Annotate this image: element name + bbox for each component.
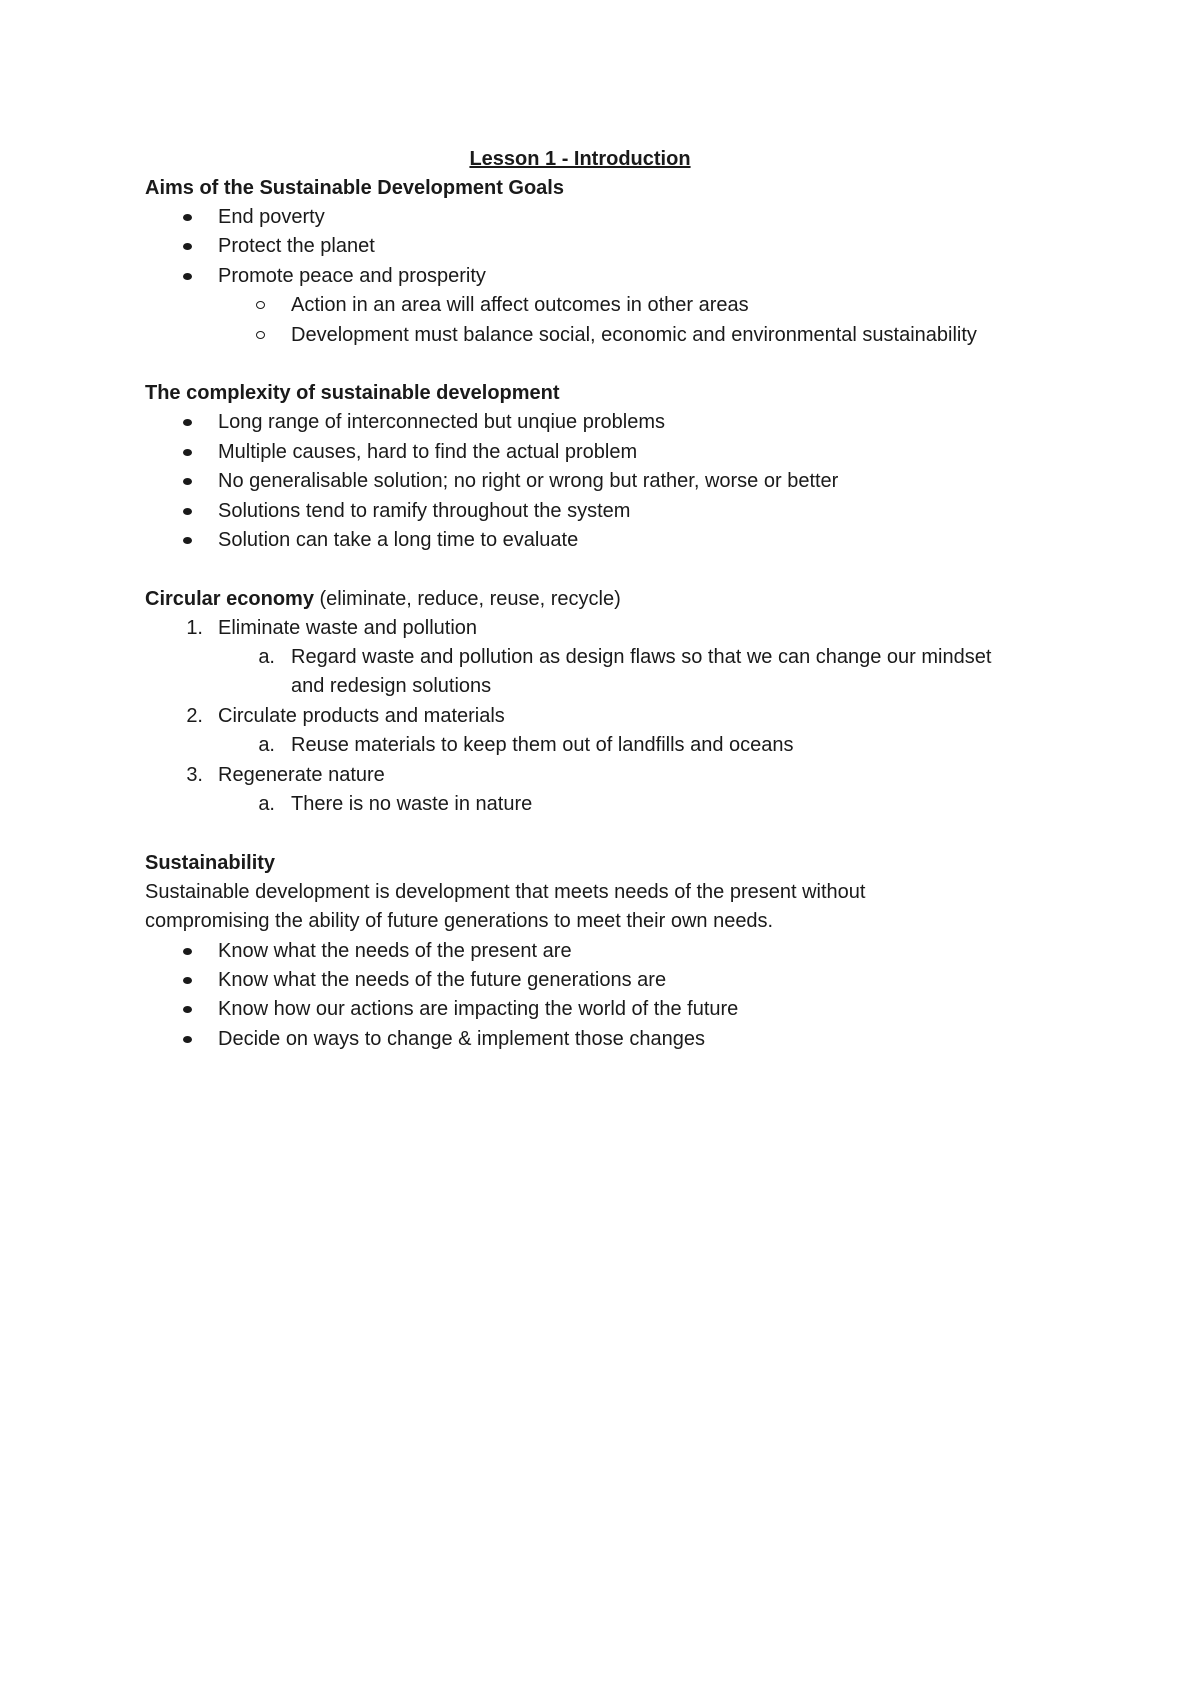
spacer [145,555,1065,584]
sub-list-item-text: Development must balance social, economic and environmental sustainability [291,323,977,346]
bullet-icon [183,243,192,250]
list-item-text: Multiple causes, hard to find the actual problem [218,440,638,463]
hollow-bullet-icon [256,301,265,309]
list-item [145,203,1065,232]
bullet-icon [183,1006,192,1013]
list-letter: a. [258,793,275,816]
list-item [145,1025,1065,1054]
list-item [145,408,1065,437]
bullet-icon [183,214,192,221]
list-item [145,526,1065,555]
section-heading-circular-economy [145,585,1065,614]
section-heading-sustainability: Sustainability [145,851,276,874]
list-item-text: Solutions tend to ramify throughout the system [218,499,631,522]
list-item [145,995,1065,1024]
list-number: 1. [186,616,203,639]
list-item-text: Circulate products and materials [218,704,505,727]
list-number: 2. [186,704,203,727]
sub-list-item-text: Action in an area will affect outcomes in other areas [291,294,749,317]
list-item [145,497,1065,526]
sub-list-item-text: Regard waste and pollution as design flaws so that we can change our mindset and redesign solutions [291,646,992,698]
list-item-text: Long range of interconnected but unqiue problems [218,411,665,434]
list-item-text: No generalisable solution; no right or wrong but rather, worse or better [218,470,839,493]
section-heading-note: (eliminate, reduce, reuse, recycle) [319,587,621,610]
bullet-icon [183,449,192,456]
page-title: Lesson 1 - Introduction [469,148,691,170]
lettered-sub-item [145,731,1065,760]
list-item [145,232,1065,261]
bullet-icon [183,508,192,515]
sub-list-item [145,291,1065,320]
section-heading-text: Circular economy [145,587,314,610]
list-item [145,937,1065,966]
document-page [145,144,1065,1054]
bullet-icon [183,537,192,544]
list-item [145,467,1065,496]
numbered-list-item [145,702,1065,731]
lettered-sub-item [145,790,1065,819]
list-item-text: Solution can take a long time to evaluate [218,528,579,551]
list-number: 3. [186,763,203,786]
sub-list-item-text: There is no waste in nature [291,793,533,816]
numbered-list-item [145,761,1065,790]
spacer [145,350,1065,379]
bullet-icon [183,478,192,485]
section-heading-complexity: The complexity of sustainable development [145,382,560,405]
list-item-text: Regenerate nature [218,763,385,786]
list-item [145,438,1065,467]
list-item-text: Eliminate waste and pollution [218,616,478,639]
list-item [145,966,1065,995]
list-item-text: End poverty [218,206,325,228]
list-item-text: Promote peace and prosperity [218,264,486,287]
spacer [145,819,1065,848]
bullet-icon [183,1036,192,1043]
list-item-text: Protect the planet [218,235,375,258]
hollow-bullet-icon [256,331,265,339]
lettered-sub-item [145,643,1011,702]
section-heading-sdg-aims: Aims of the Sustainable Development Goals [145,177,564,199]
numbered-list-item [145,614,1065,643]
list-letter: a. [258,646,275,669]
section-paragraph: Sustainable development is development that meets needs of the present without compromising the ability of future generations to meet their own needs. [145,880,866,933]
sub-list-item [145,321,1065,350]
list-letter: a. [258,734,275,757]
list-item-text: Know what the needs of the future generations are [218,969,667,992]
list-item-text: Know how our actions are impacting the world of the future [218,998,739,1021]
bullet-icon [183,977,192,984]
bullet-icon [183,419,192,426]
sub-list-item-text: Reuse materials to keep them out of landfills and oceans [291,734,794,757]
list-item-text: Know what the needs of the present are [218,939,572,962]
list-item [145,262,1065,291]
bullet-icon [183,273,192,280]
bullet-icon [183,948,192,955]
list-item-text: Decide on ways to change & implement those changes [218,1027,705,1050]
